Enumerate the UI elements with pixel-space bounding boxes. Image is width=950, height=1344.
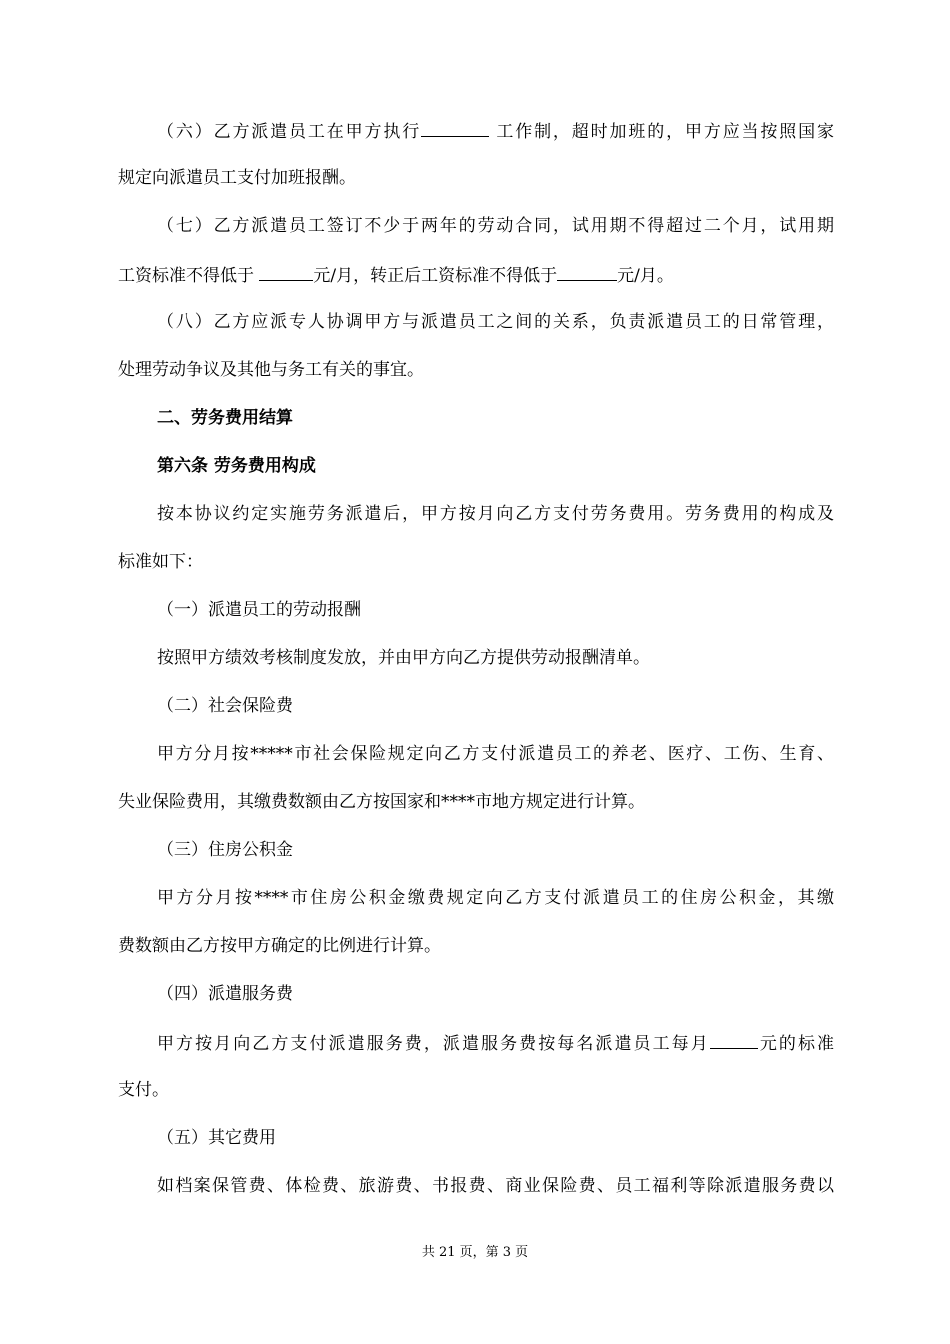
- text-segment: 元的标准: [757, 1034, 835, 1054]
- text-segment: 元/月。: [617, 266, 674, 286]
- paragraph-line: [118, 262, 834, 288]
- paragraph-line: 按照甲方绩效考核制度发放，并由甲方向乙方提供劳动报酬清单。: [157, 648, 650, 668]
- text-segment: 工资标准不得低于: [118, 266, 260, 286]
- paragraph-line: 处理劳动争议及其他与务工有关的事宜。: [118, 360, 424, 380]
- paragraph-line: 费数额由乙方按甲方确定的比例进行计算。: [118, 936, 441, 956]
- text-segment: （六）乙方派遣员工在甲方执行: [157, 122, 422, 142]
- section-heading: 二、劳务费用结算: [157, 408, 293, 428]
- paragraph-line: [157, 118, 834, 144]
- fill-blank: [421, 118, 489, 137]
- subsection-heading: （四）派遣服务费: [157, 984, 293, 1004]
- paragraph-line: 甲方分月按*****市社会保险规定向乙方支付派遣员工的养老、医疗、工伤、生育、: [157, 744, 834, 764]
- paragraph-line: 失业保险费用，其缴费数额由乙方按国家和****市地方规定进行计算。: [118, 792, 645, 812]
- paragraph-line: （八）乙方应派专人协调甲方与派遣员工之间的关系，负责派遣员工的日常管理，: [157, 312, 834, 332]
- paragraph-line: 甲方分月按****市住房公积金缴费规定向乙方支付派遣员工的住房公积金，其缴: [157, 888, 834, 908]
- subsection-heading: （五）其它费用: [157, 1128, 276, 1148]
- paragraph-line: [157, 1030, 834, 1056]
- paragraph-line: 标准如下：: [118, 552, 203, 572]
- article-heading: 第六条 劳务费用构成: [157, 456, 316, 476]
- paragraph-line: 规定向派遣员工支付加班报酬。: [118, 168, 356, 188]
- fill-blank: [710, 1030, 758, 1049]
- paragraph-line: （七）乙方派遣员工签订不少于两年的劳动合同，试用期不得超过二个月，试用期: [157, 216, 834, 236]
- subsection-heading: （二）社会保险费: [157, 696, 293, 716]
- paragraph-line: 支付。: [118, 1080, 169, 1100]
- text-segment: 工作制，超时加班的，甲方应当按照国家: [489, 122, 835, 142]
- subsection-heading: （三）住房公积金: [157, 840, 293, 860]
- text-segment: 甲方按月向乙方支付派遣服务费，派遣服务费按每名派遣员工每月: [157, 1034, 710, 1054]
- subsection-heading: （一）派遣员工的劳动报酬: [157, 600, 361, 620]
- paragraph-line: 如档案保管费、体检费、旅游费、书报费、商业保险费、员工福利等除派遣服务费以: [157, 1176, 834, 1196]
- fill-blank: [557, 262, 617, 281]
- paragraph-line: 按本协议约定实施劳务派遣后，甲方按月向乙方支付劳务费用。劳务费用的构成及: [157, 504, 834, 524]
- fill-blank: [259, 262, 313, 281]
- text-segment: 元/月，转正后工资标准不得低于: [313, 266, 558, 286]
- page-footer: 共 21 页，第 3 页: [421, 1245, 529, 1260]
